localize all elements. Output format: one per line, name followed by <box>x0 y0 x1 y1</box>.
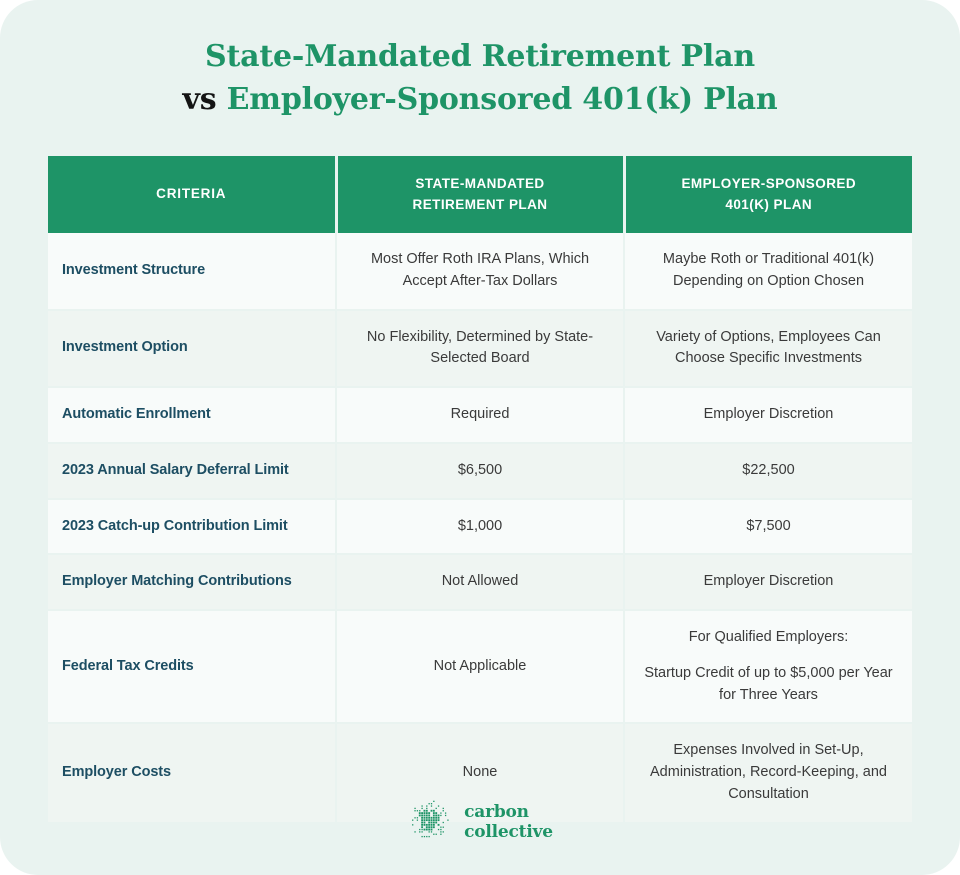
table-row <box>48 443 912 499</box>
paragraph-spacer <box>641 649 896 663</box>
row-criteria-label: Employer Costs <box>48 723 336 821</box>
row-criteria-label: Employer Matching Contributions <box>48 554 336 610</box>
row-state-value: Not Allowed <box>336 554 624 610</box>
carbon-collective-logo <box>0 798 960 847</box>
table-row <box>48 310 912 388</box>
row-employer-value-para1: For Qualified Employers: <box>688 629 849 645</box>
table-row <box>48 387 912 443</box>
row-state-value: $6,500 <box>336 443 624 499</box>
table-row <box>48 233 912 310</box>
column-header-employer-sponsored <box>624 156 912 233</box>
row-criteria-label: Automatic Enrollment <box>48 387 336 443</box>
table-body <box>48 233 912 822</box>
table-header-row <box>48 156 912 233</box>
column-header-employer-line2: 401(K) PLAN <box>725 196 813 212</box>
page-title <box>0 0 960 121</box>
row-state-value: None <box>336 723 624 821</box>
title-vs-word: vs <box>182 81 217 117</box>
row-employer-value: Maybe Roth or Traditional 401(k) Depending on Option Chosen <box>624 233 912 310</box>
row-criteria-label: 2023 Annual Salary Deferral Limit <box>48 443 336 499</box>
row-state-value: Required <box>336 387 624 443</box>
row-state-value: Not Applicable <box>336 610 624 723</box>
row-criteria-label: Federal Tax Credits <box>48 610 336 723</box>
comparison-table-wrapper <box>48 156 912 822</box>
logo-line-1: carbon <box>464 802 529 823</box>
column-header-employer-line1: EMPLOYER-SPONSORED <box>681 176 857 192</box>
row-employer-value: Employer Discretion <box>624 554 912 610</box>
row-employer-value: $7,500 <box>624 499 912 555</box>
row-criteria-label: 2023 Catch-up Contribution Limit <box>48 499 336 555</box>
column-header-state-mandated <box>336 156 624 233</box>
title-line-2-text: Employer-Sponsored 401(k) Plan <box>226 81 778 117</box>
table-header <box>48 156 912 233</box>
column-header-criteria-line1: CRITERIA <box>156 186 227 202</box>
column-header-criteria <box>48 156 336 233</box>
comparison-table <box>48 156 912 822</box>
table-row <box>48 499 912 555</box>
row-employer-value: $22,500 <box>624 443 912 499</box>
row-criteria-label: Investment Option <box>48 310 336 388</box>
row-employer-value <box>624 610 912 723</box>
row-state-value: Most Offer Roth IRA Plans, Which Accept After-Tax Dollars <box>336 233 624 310</box>
row-employer-value-para2: Startup Credit of up to $5,000 per Year for Three Years <box>644 664 893 703</box>
row-criteria-label: Investment Structure <box>48 233 336 310</box>
row-state-value: $1,000 <box>336 499 624 555</box>
carbon-collective-dot-circle-icon <box>407 798 451 847</box>
logo-wordmark <box>464 803 553 841</box>
logo-line-2: collective <box>464 821 553 842</box>
row-employer-value: Employer Discretion <box>624 387 912 443</box>
table-row <box>48 554 912 610</box>
title-line-1: State-Mandated Retirement Plan <box>205 39 755 74</box>
column-header-state-line1: STATE-MANDATED <box>415 176 545 192</box>
title-line-2 <box>0 79 960 122</box>
column-header-state-line2: RETIREMENT PLAN <box>412 196 548 212</box>
row-employer-value: Expenses Involved in Set-Up, Administration, Record-Keeping, and Consultation <box>624 723 912 821</box>
row-state-value: No Flexibility, Determined by State-Selected Board <box>336 310 624 388</box>
row-employer-value: Variety of Options, Employees Can Choose Specific Investments <box>624 310 912 388</box>
table-row <box>48 610 912 723</box>
